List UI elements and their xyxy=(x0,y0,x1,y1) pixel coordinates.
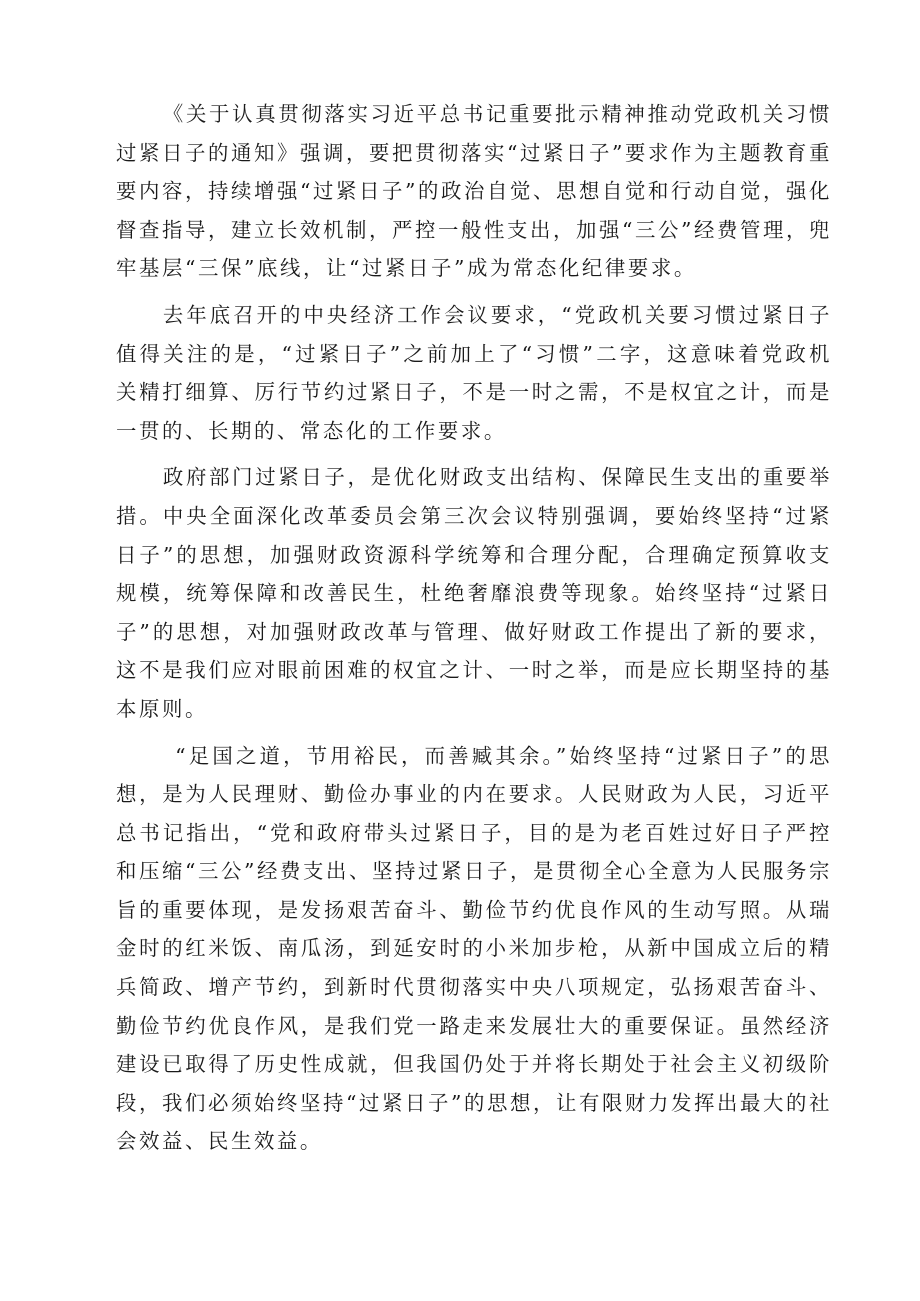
paragraph-economic-conference: 去年底召开的中央经济工作会议要求，“党政机关要习惯过紧日子值得关注的是，“过紧日子”之前加上了“习惯”二字，这意味着党政机关精打细算、厉行节约过紧日子，不是一时之需，不是权宜之计，而是一贯的、长期的、常态化的工作要求。 xyxy=(116,302,832,443)
paragraph-frugality-principle: “足国之道，节用裕民，而善臧其余。”始终坚持“过紧日子”的思想，是为人民理财、勤俭办事业的内在要求。人民财政为人民，习近平总书记指出，“党和政府带头过紧日子，目的是为老百姓过好日子严控和压缩“三公”经费支出、坚持过紧日子，是贯彻全心全意为人民服务宗旨的重要体现，是发扬艰苦奋斗、勤俭节约优良作风的生动写照。从瑞金时的红米饭、南瓜汤，到延安时的小米加步枪，从新中国成立后的精兵简政、增产节约，到新时代贯彻落实中央八项规定，弘扬艰苦奋斗、勤俭节约优良作风，是我们党一路走来发展壮大的重要保证。虽然经济建设已取得了历史性成就，但我国仍处于并将长期处于社会主义初级阶段，我们必须始终坚持“过紧日子”的思想，让有限财力发挥出最大的社会效益、民生效益。 xyxy=(116,743,832,1154)
paragraph-government-departments: 政府部门过紧日子，是优化财政支出结构、保障民生支出的重要举措。中央全面深化改革委员会第三次会议特别强调，要始终坚持“过紧日子”的思想，加强财政资源科学统筹和合理分配，合理确定预算收支规模，统筹保障和改善民生，杜绝奢靡浪费等现象。始终坚持“过紧日子”的思想，对加强财政改革与管理、做好财政工作提出了新的要求，这不是我们应对眼前困难的权宜之计、一时之举，而是应长期坚持的基本原则。 xyxy=(116,465,832,721)
document-body xyxy=(116,95,832,1169)
paragraph-notice: 《关于认真贯彻落实习近平总书记重要批示精神推动党政机关习惯过紧日子的通知》强调，要把贯彻落实“过紧日子”要求作为主题教育重要内容，持续增强“过紧日子”的政治自觉、思想自觉和行动自觉，强化督查指导，建立长效机制，严控一般性支出，加强“三公”经费管理，兜牢基层“三保”底线，让“过紧日子”成为常态化纪律要求。 xyxy=(116,102,832,281)
